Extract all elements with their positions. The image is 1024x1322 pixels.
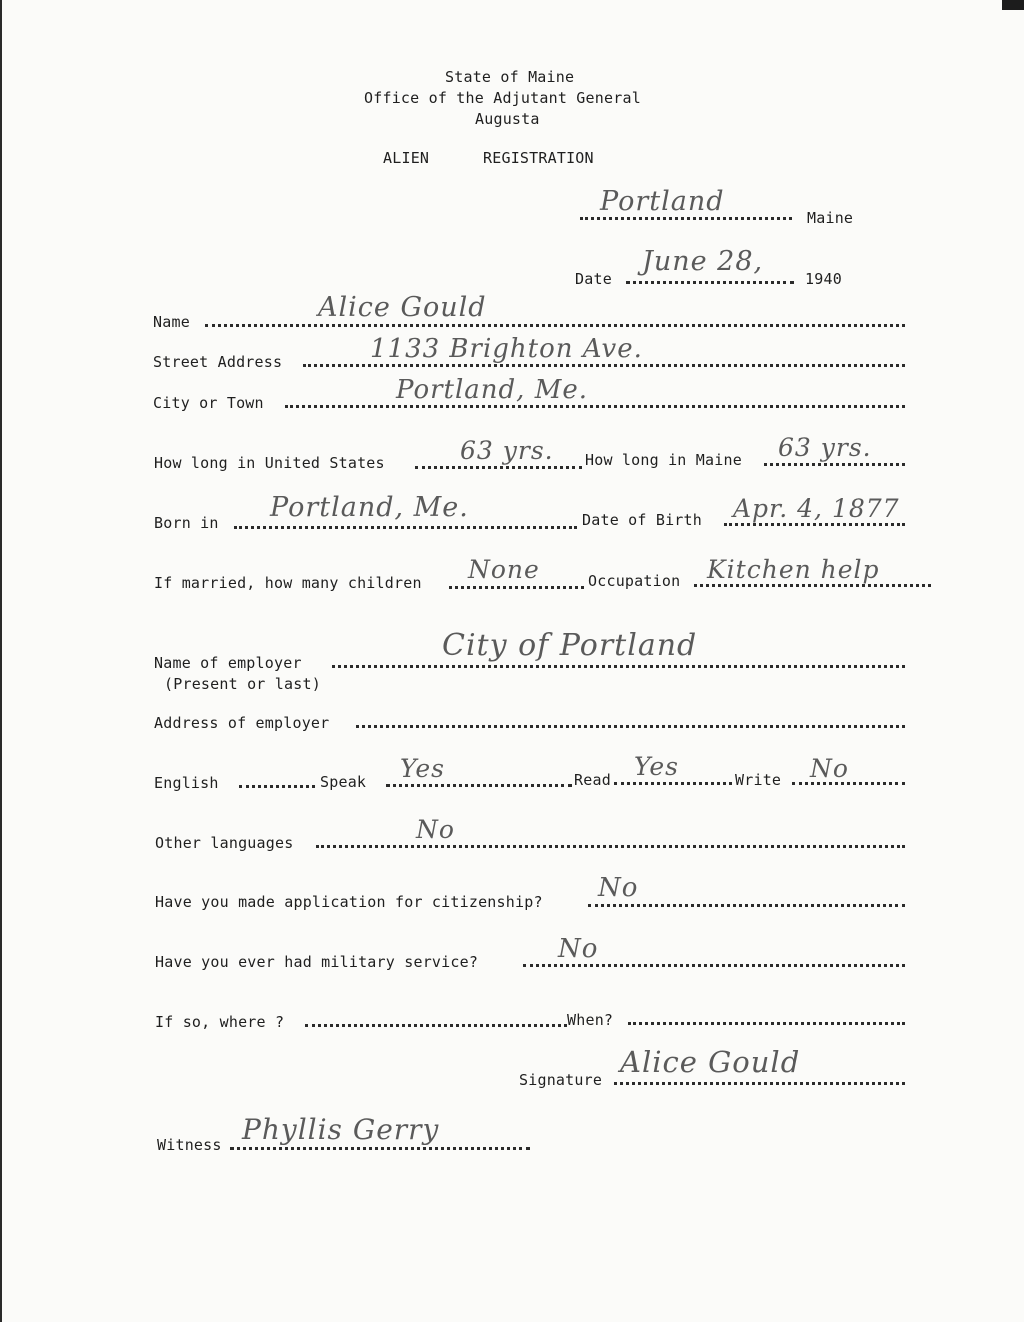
date-year: 1940 — [805, 270, 842, 288]
citizenship-label: Have you made application for citizenship? — [155, 893, 543, 911]
occupation-dots — [694, 584, 931, 587]
born-in-value: Portland, Me. — [270, 492, 469, 523]
read-dots — [614, 782, 732, 785]
street-address-value: 1133 Brighton Ave. — [370, 334, 643, 364]
employer-dots — [332, 665, 905, 668]
other-languages-dots — [316, 845, 905, 848]
city-heading: Augusta — [475, 110, 540, 128]
date-of-birth-value: Apr. 4, 1877 — [733, 494, 900, 523]
read-value: Yes — [634, 752, 679, 781]
where-dots — [305, 1024, 567, 1027]
children-label: If married, how many children — [154, 574, 422, 592]
witness-value: Phyllis Gerry — [242, 1113, 440, 1146]
military-dots — [523, 964, 905, 967]
occupation-label: Occupation — [588, 572, 681, 590]
place-suffix: Maine — [807, 209, 854, 227]
city-value: Portland, Me. — [396, 375, 588, 405]
street-address-label: Street Address — [153, 353, 283, 371]
date-dots — [626, 281, 794, 284]
employer-address-dots — [356, 725, 905, 728]
children-dots — [449, 586, 584, 589]
employer-sublabel: (Present or last) — [164, 675, 321, 693]
signature-value: Alice Gould — [620, 1045, 801, 1079]
how-long-maine-value: 63 yrs. — [778, 433, 872, 462]
date-label: Date — [575, 270, 612, 288]
state-heading: State of Maine — [445, 68, 575, 86]
employer-address-label: Address of employer — [154, 714, 330, 732]
place-dots — [580, 217, 792, 220]
english-dots — [239, 785, 315, 788]
how-long-maine-label: How long in Maine — [585, 451, 742, 469]
born-in-label: Born in — [154, 514, 219, 532]
citizenship-dots — [588, 904, 905, 907]
form-title-registration: REGISTRATION — [483, 149, 594, 167]
how-long-maine-dots — [764, 463, 905, 466]
occupation-value: Kitchen help — [707, 555, 880, 584]
scan-edge-mark — [1002, 0, 1024, 10]
citizenship-value: No — [598, 873, 639, 903]
speak-value: Yes — [400, 754, 445, 783]
office-heading: Office of the Adjutant General — [364, 89, 641, 107]
other-languages-label: Other languages — [155, 834, 294, 852]
date-handwritten: June 28, — [642, 246, 764, 277]
name-value: Alice Gould — [318, 292, 487, 323]
employer-label: Name of employer — [154, 654, 302, 672]
date-of-birth-dots — [724, 523, 905, 526]
if-so-where-label: If so, where ? — [155, 1013, 285, 1031]
signature-dots — [614, 1082, 905, 1085]
how-long-us-value: 63 yrs. — [460, 436, 554, 465]
street-address-dots — [303, 364, 905, 367]
name-label: Name — [153, 313, 190, 331]
signature-label: Signature — [519, 1071, 603, 1089]
other-languages-value: No — [416, 815, 455, 844]
military-label: Have you ever had military service? — [155, 953, 479, 971]
how-long-us-dots — [415, 466, 582, 469]
form-title-alien: ALIEN — [383, 149, 430, 167]
place-handwritten: Portland — [600, 186, 725, 217]
how-long-us-label: How long in United States — [154, 454, 385, 472]
read-label: Read — [574, 771, 611, 789]
city-dots — [285, 405, 905, 408]
speak-dots — [386, 784, 572, 787]
write-value: No — [810, 754, 849, 783]
write-label: Write — [735, 771, 782, 789]
when-label: When? — [567, 1011, 614, 1029]
date-of-birth-label: Date of Birth — [582, 511, 702, 529]
witness-label: Witness — [157, 1136, 222, 1154]
born-in-dots — [234, 526, 577, 529]
witness-dots — [230, 1147, 530, 1150]
city-label: City or Town — [153, 394, 264, 412]
name-dots — [205, 324, 905, 327]
speak-label: Speak — [320, 773, 367, 791]
english-label: English — [154, 774, 219, 792]
military-value: No — [558, 934, 599, 964]
employer-value: City of Portland — [442, 628, 698, 663]
when-dots — [628, 1022, 905, 1025]
children-value: None — [468, 555, 540, 584]
